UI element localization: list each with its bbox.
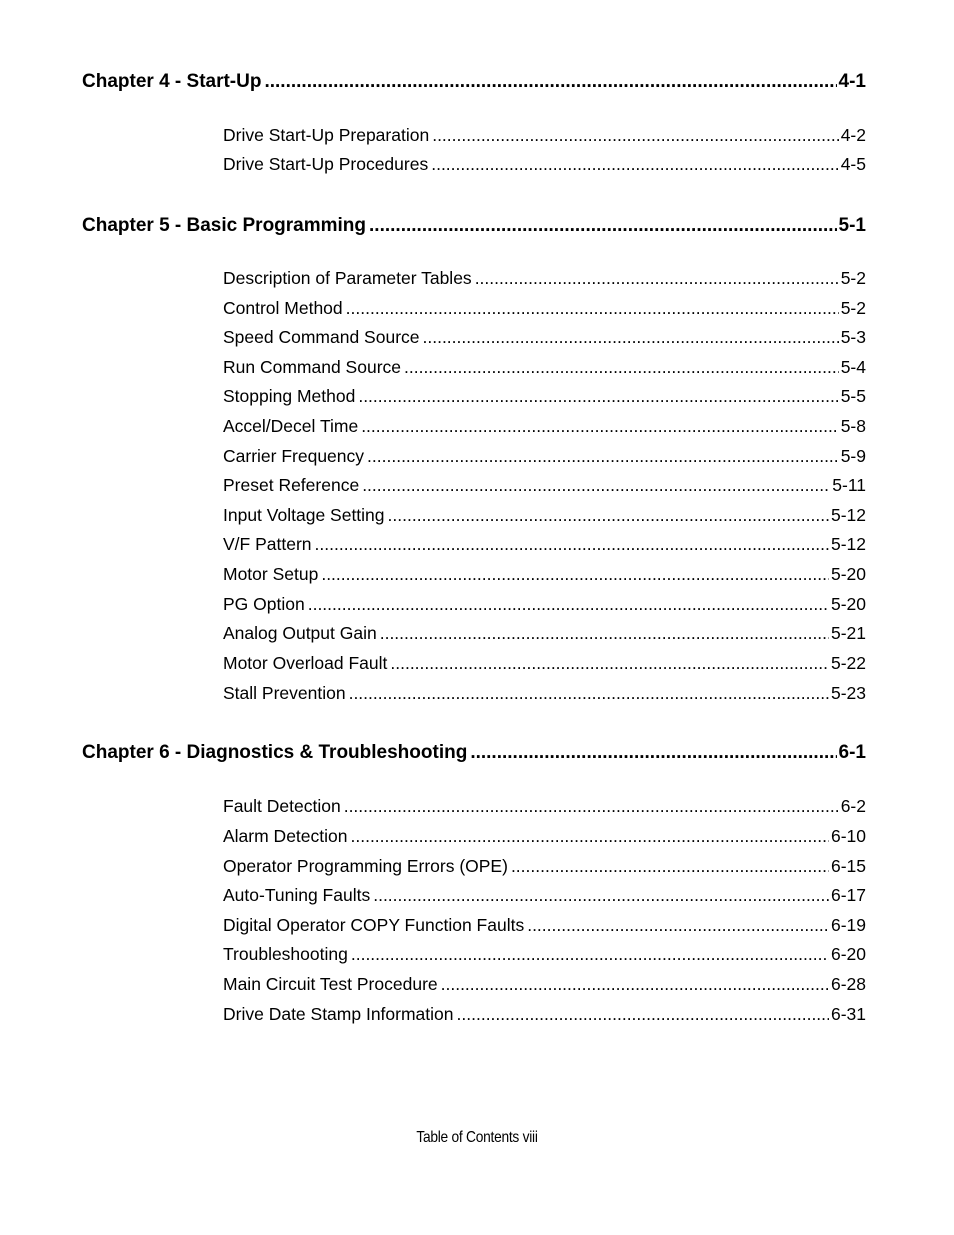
entry-label: Fault Detection (223, 796, 341, 816)
toc-chapter-4[interactable] (82, 71, 866, 97)
entry-label: Carrier Frequency (223, 446, 365, 466)
entry-page-number: 5-22 (830, 653, 866, 673)
toc-entry[interactable] (223, 298, 866, 322)
toc-entry[interactable] (223, 796, 866, 820)
toc-entry[interactable] (223, 974, 866, 998)
chapter-title: Chapter 4 - Start-Up (82, 71, 262, 92)
entry-page-number: 5-2 (840, 298, 866, 318)
entry-label: Motor Setup (223, 564, 319, 584)
entry-label: Digital Operator COPY Function Faults (223, 915, 525, 935)
toc-entry[interactable] (223, 268, 866, 292)
toc-entry[interactable] (223, 125, 866, 149)
entry-page-number: 5-20 (830, 564, 866, 584)
entry-label: Run Command Source (223, 357, 401, 377)
entry-label: Drive Start-Up Preparation (223, 125, 430, 145)
entry-label: Troubleshooting (223, 944, 348, 964)
dot-leader (457, 1004, 829, 1025)
entry-label: Motor Overload Fault (223, 653, 388, 673)
entry-page-number: 5-9 (840, 446, 866, 466)
entry-label: Accel/Decel Time (223, 416, 359, 436)
entry-page-number: 5-4 (840, 357, 866, 377)
toc-entry[interactable] (223, 915, 866, 939)
dot-leader (264, 71, 836, 93)
toc-entry[interactable] (223, 154, 866, 178)
entry-page-number: 6-2 (840, 796, 866, 816)
toc-entry[interactable] (223, 856, 866, 880)
toc-entry[interactable] (223, 683, 866, 707)
entry-page-number: 4-2 (840, 125, 866, 145)
entry-label: Description of Parameter Tables (223, 268, 472, 288)
entry-page-number: 6-20 (830, 944, 866, 964)
entry-label: Alarm Detection (223, 826, 348, 846)
entry-page-number: 5-5 (840, 386, 866, 406)
toc-entry[interactable] (223, 1004, 866, 1028)
entry-label: Preset Reference (223, 475, 360, 495)
entry-label: V/F Pattern (223, 534, 312, 554)
toc-chapter-5[interactable] (82, 215, 866, 241)
entry-page-number: 5-11 (832, 475, 866, 495)
toc-entry[interactable] (223, 564, 866, 588)
toc-entry[interactable] (223, 653, 866, 677)
toc-entry[interactable] (223, 594, 866, 618)
dot-leader (362, 475, 830, 496)
entry-page-number: 5-12 (830, 534, 866, 554)
toc-entry[interactable] (223, 826, 866, 850)
dot-leader (470, 742, 836, 764)
entry-page-number: 6-15 (830, 856, 866, 876)
entry-page-number: 5-8 (840, 416, 866, 436)
dot-leader (349, 683, 829, 704)
toc-entry[interactable] (223, 505, 866, 529)
chapter-page-number: 5-1 (838, 215, 866, 236)
entry-label: Stopping Method (223, 386, 356, 406)
toc-entry[interactable] (223, 386, 866, 410)
entry-page-number: 6-10 (830, 826, 866, 846)
entry-label: Drive Date Stamp Information (223, 1004, 454, 1024)
page-footer: Table of Contents viii (416, 1129, 538, 1146)
entry-label: Speed Command Source (223, 327, 420, 347)
dot-leader (511, 856, 829, 877)
dot-leader (308, 594, 829, 615)
dot-leader (315, 534, 829, 555)
dot-leader (351, 826, 829, 847)
dot-leader (351, 944, 829, 965)
dot-leader (423, 327, 839, 348)
entry-label: Input Voltage Setting (223, 505, 385, 525)
entry-page-number: 6-19 (830, 915, 866, 935)
dot-leader (361, 416, 839, 437)
toc-entry[interactable] (223, 944, 866, 968)
toc-entry[interactable] (223, 357, 866, 381)
entry-page-number: 5-12 (830, 505, 866, 525)
entry-label: Main Circuit Test Procedure (223, 974, 438, 994)
chapter-title: Chapter 5 - Basic Programming (82, 215, 367, 236)
entry-label: Control Method (223, 298, 343, 318)
dot-leader (367, 446, 839, 467)
entry-label: Analog Output Gain (223, 623, 377, 643)
dot-leader (432, 125, 839, 146)
entry-page-number: 5-2 (840, 268, 866, 288)
dot-leader (321, 564, 829, 585)
entry-page-number: 5-23 (830, 683, 866, 703)
toc-entry[interactable] (223, 475, 866, 499)
toc-entry[interactable] (223, 327, 866, 351)
entry-label: Operator Programming Errors (OPE) (223, 856, 508, 876)
entry-page-number: 6-31 (830, 1004, 866, 1024)
toc-entry[interactable] (223, 416, 866, 440)
dot-leader (527, 915, 829, 936)
dot-leader (404, 357, 839, 378)
toc-entry[interactable] (223, 885, 866, 909)
dot-leader (358, 386, 838, 407)
entry-label: PG Option (223, 594, 305, 614)
dot-leader (369, 215, 837, 237)
entry-label: Auto-Tuning Faults (223, 885, 371, 905)
entry-label: Stall Prevention (223, 683, 346, 703)
toc-entry[interactable] (223, 623, 866, 647)
entry-page-number: 5-20 (830, 594, 866, 614)
entry-page-number: 6-17 (830, 885, 866, 905)
dot-leader (373, 885, 829, 906)
entry-page-number: 5-3 (840, 327, 866, 347)
entry-page-number: 4-5 (840, 154, 866, 174)
toc-chapter-6[interactable] (82, 742, 866, 768)
dot-leader (431, 154, 838, 175)
dot-leader (388, 505, 829, 526)
toc-entry[interactable] (223, 534, 866, 558)
dot-leader (346, 298, 839, 319)
chapter-page-number: 4-1 (838, 71, 866, 92)
dot-leader (441, 974, 829, 995)
chapter-title: Chapter 6 - Diagnostics & Troubleshooting (82, 742, 468, 763)
dot-leader (475, 268, 839, 289)
entry-label: Drive Start-Up Procedures (223, 154, 429, 174)
dot-leader (380, 623, 829, 644)
toc-entry[interactable] (223, 446, 866, 470)
dot-leader (344, 796, 839, 817)
chapter-page-number: 6-1 (838, 742, 866, 763)
dot-leader (390, 653, 829, 674)
entry-page-number: 5-21 (830, 623, 866, 643)
entry-page-number: 6-28 (830, 974, 866, 994)
